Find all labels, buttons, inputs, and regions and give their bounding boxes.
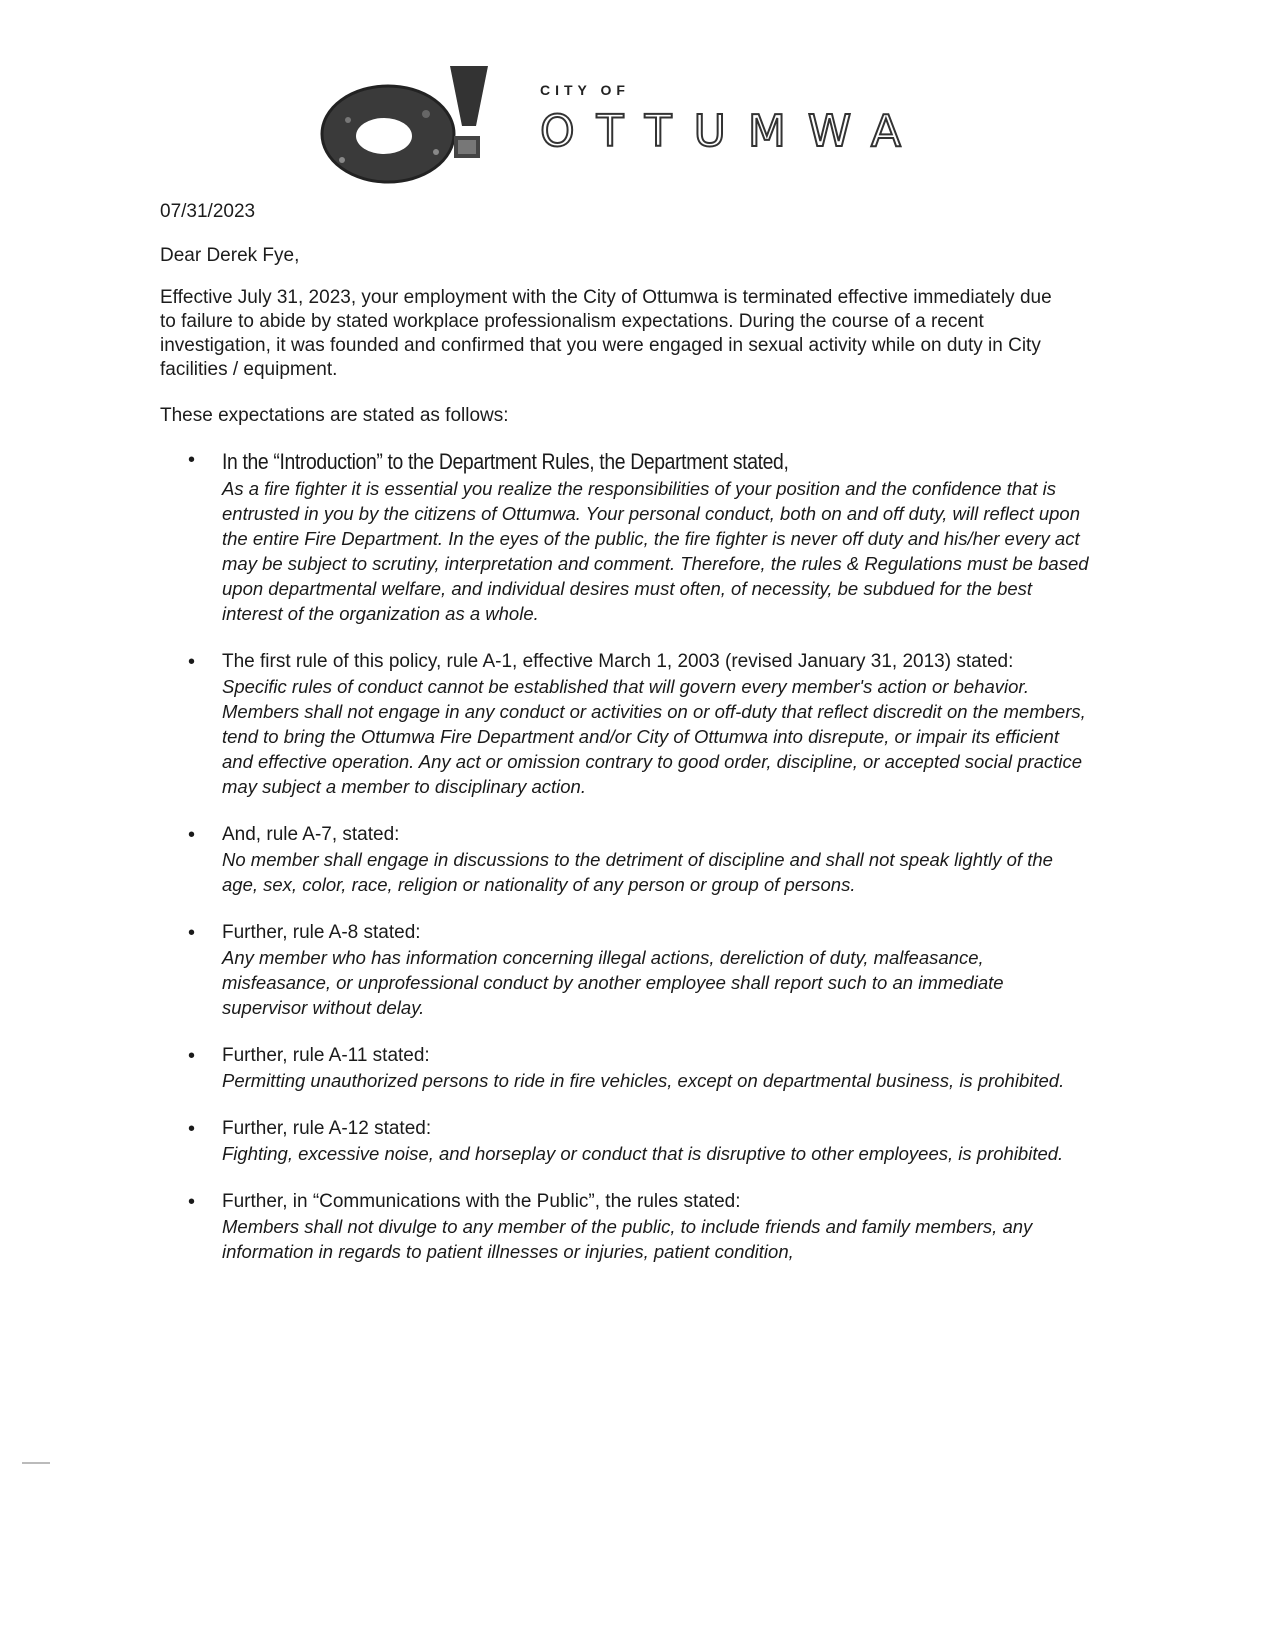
expectations-lead: These expectations are stated as follows: <box>160 405 509 426</box>
rule-intro: The first rule of this policy, rule A-1, effective March 1, 2003 (revised January 31, 2013) stated: <box>222 651 1014 672</box>
termination-paragraph: Effective July 31, 2023, your employment with the City of Ottumwa is terminated effective immediately due to failure to abide by stated workplace professionalism expectations. During the course of a recent investigation, it was founded and confirmed that you were engaged in sexual activity while on duty in City facilities / equipment. <box>160 287 1052 380</box>
rules-list <box>160 448 1090 1288</box>
bullet-icon: • <box>188 1045 196 1067</box>
rule-quote: As a fire fighter it is essential you realize the responsibilities of your position and the confidence that is entrusted in you by the citizens of Ottumwa. Your personal conduct, both on and off duty, will reflect upon the entire Fire Department. In the eyes of the public, the fire fighter is never off duty and his/her every act may be subject to scrutiny, interpretation and comment. Therefore, the rules & Regulations must be based upon departmental welfare, and individual desires must often, of necessity, be subdued for the best interest of the organization as a whole. <box>222 478 1089 624</box>
rule-intro: Further, rule A-8 stated: <box>222 922 421 943</box>
rule-item <box>160 1190 1090 1264</box>
bullet-icon: • <box>188 1118 196 1140</box>
rule-intro: And, rule A-7, stated: <box>222 824 400 845</box>
rule-item <box>160 1044 1090 1093</box>
letterhead <box>318 64 923 184</box>
scan-artifact <box>22 1462 50 1464</box>
rule-item <box>160 1117 1090 1166</box>
rule-quote: Permitting unauthorized persons to ride in fire vehicles, except on departmental business, is prohibited. <box>222 1070 1065 1091</box>
rule-quote: No member shall engage in discussions to the detriment of discipline and shall not speak lightly of the age, sex, color, race, religion or nationality of any person or group of persons. <box>222 849 1053 895</box>
bullet-icon: • <box>188 824 196 846</box>
rule-quote: Members shall not divulge to any member of the public, to include friends and family members, any information in regards to patient illnesses or injuries, patient condition, <box>222 1216 1033 1262</box>
ottumwa-logo-icon <box>318 64 518 184</box>
rule-intro: Further, rule A-11 stated: <box>222 1045 430 1066</box>
rule-quote: Specific rules of conduct cannot be established that will govern every member's action or behavior. Members shall not engage in any conduct or activities on or off-duty that reflect discredit on the members, tend to bring the Ottumwa Fire Department and/or City of Ottumwa into disrepute, or impair its efficient and effective operation. Any act or omission contrary to good order, discipline, or accepted social practice may subject a member to disciplinary action. <box>222 676 1086 797</box>
city-name-wordmark: OTTUMWA <box>540 106 923 157</box>
bullet-icon: • <box>188 651 196 673</box>
rule-intro: Further, in “Communications with the Public”, the rules stated: <box>222 1191 741 1212</box>
rule-quote: Any member who has information concerning illegal actions, dereliction of duty, malfeasance, misfeasance, or unprofessional conduct by another employee shall report such to an immediate supervisor without delay. <box>222 947 1004 1018</box>
letter-date: 07/31/2023 <box>160 201 256 222</box>
rule-quote: Fighting, excessive noise, and horseplay or conduct that is disruptive to other employees, is prohibited. <box>222 1143 1064 1164</box>
rule-item <box>160 823 1090 897</box>
rule-item <box>160 650 1090 799</box>
city-of-label: CITY OF <box>540 82 630 98</box>
bullet-icon: • <box>188 922 196 944</box>
bullet-icon: • <box>188 1191 196 1213</box>
rule-item <box>160 448 1090 626</box>
rule-item <box>160 921 1090 1020</box>
rule-intro: In the “Introduction” to the Department Rules, the Department stated, <box>222 449 789 474</box>
rule-intro: Further, rule A-12 stated: <box>222 1118 432 1139</box>
bullet-icon: • <box>188 449 196 471</box>
salutation: Dear Derek Fye, <box>160 245 300 266</box>
